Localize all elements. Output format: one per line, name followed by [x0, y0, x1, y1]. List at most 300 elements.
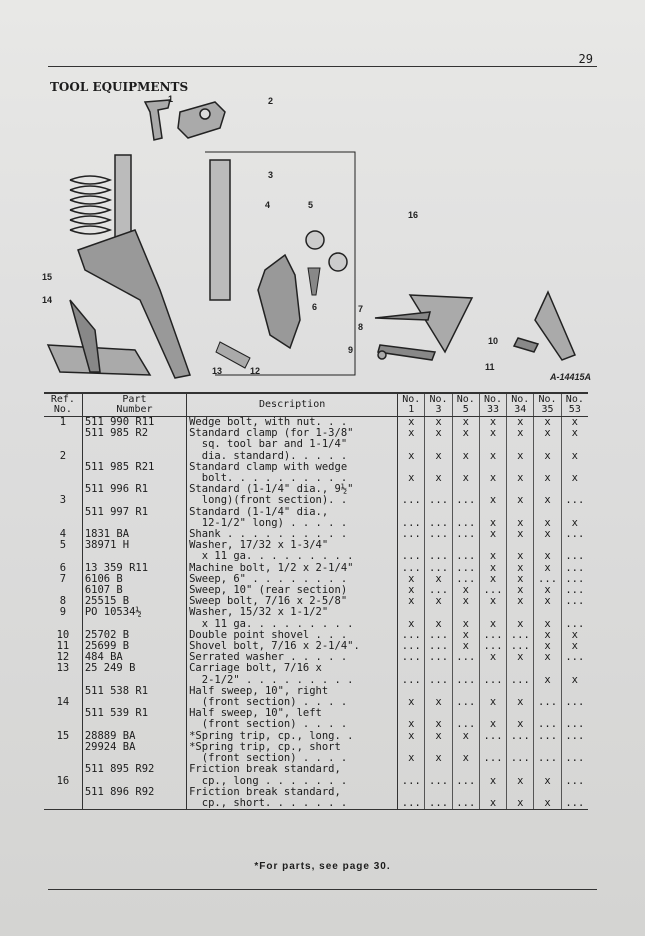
svg-text:4: 4 [265, 200, 271, 210]
standard-box [205, 152, 355, 375]
model-usage-cell: ... [425, 675, 452, 686]
model-usage-cell: x [425, 428, 452, 439]
model-usage-cell: x [534, 417, 561, 429]
svg-text:6: 6 [312, 302, 318, 312]
ref-no-cell: 9 [44, 607, 82, 618]
part-number-cell [82, 719, 186, 730]
sweep-drawing [375, 295, 472, 360]
model-usage-cell: x [534, 585, 561, 596]
model-usage-cell: ... [452, 675, 479, 686]
model-usage-cell [452, 764, 479, 775]
model-usage-cell: x [507, 596, 534, 607]
model-usage-cell: x [571, 673, 578, 686]
model-usage-cell: x [507, 776, 534, 787]
model-usage-cell: ... [565, 752, 585, 765]
model-usage-cell [561, 439, 588, 450]
part-number-cell: 13 359 R11 [82, 563, 186, 574]
model-usage-cell: ... [534, 697, 561, 708]
model-usage-cell: x [425, 473, 452, 484]
model-usage-cell: x [571, 416, 578, 428]
model-usage-cell [534, 607, 561, 618]
table-row [44, 764, 588, 775]
model-usage-cell: ... [425, 585, 452, 596]
model-usage-cell: ... [452, 776, 479, 787]
ref-no-cell [44, 787, 82, 798]
model-usage-cell: ... [565, 584, 585, 597]
model-usage-cell: ... [398, 630, 425, 641]
svg-text:2: 2 [268, 96, 274, 106]
model-usage-cell: ... [398, 551, 425, 562]
model-usage-cell: x [534, 641, 561, 652]
model-usage-cell: x [452, 451, 479, 462]
model-usage-cell: x [534, 596, 561, 607]
ref-no-cell [44, 462, 82, 473]
part-number-cell: 1831 BA [82, 529, 186, 540]
model-usage-cell: x [479, 697, 506, 708]
model-usage-cell [479, 607, 506, 618]
description-cell: *Spring trip, cp., long. . [187, 731, 398, 742]
header-model-34: No. 34 [507, 393, 534, 417]
model-usage-cell: x [425, 697, 452, 708]
model-usage-cell [398, 764, 425, 775]
svg-text:11: 11 [485, 362, 495, 372]
part-number-cell: 511 985 R21 [82, 462, 186, 473]
ref-no-cell [44, 473, 82, 484]
description-cell: Sweep bolt, 7/16 x 2-5/8" [187, 596, 398, 607]
model-usage-cell: x [425, 731, 452, 742]
model-usage-cell: x [479, 798, 506, 810]
model-usage-cell: x [479, 495, 506, 506]
ref-no-cell: 12 [44, 652, 82, 663]
page-number: 29 [578, 52, 593, 66]
model-usage-cell: x [452, 585, 479, 596]
model-usage-cell: x [398, 731, 425, 742]
model-usage-cell: x [398, 719, 425, 730]
svg-text:16: 16 [408, 210, 419, 220]
svg-text:15: 15 [42, 272, 53, 282]
model-usage-cell: ... [565, 617, 585, 630]
model-usage-cell: ... [425, 518, 452, 529]
model-usage-cell: x [534, 451, 561, 462]
description-cell: bolt. . . . . . . . . . [187, 473, 398, 484]
model-usage-cell: x [534, 630, 561, 641]
model-usage-cell: x [534, 563, 561, 574]
part-number-cell: 25 249 B [82, 663, 186, 674]
header-part-number: Part Number [82, 393, 186, 417]
model-usage-cell: ... [398, 518, 425, 529]
model-usage-cell: ... [452, 719, 479, 730]
model-usage-cell [534, 764, 561, 775]
part-number-cell: 6106 B [82, 574, 186, 585]
model-usage-cell: x [425, 451, 452, 462]
svg-text:12: 12 [250, 366, 261, 376]
model-usage-cell: x [398, 428, 425, 439]
model-usage-cell: ... [479, 731, 506, 742]
description-cell: dia. standard). . . . . [187, 451, 398, 462]
model-usage-cell: ... [452, 529, 479, 540]
table-row [44, 495, 588, 506]
model-usage-cell: ... [534, 574, 561, 585]
model-usage-cell: x [398, 574, 425, 585]
ref-no-cell: 7 [44, 574, 82, 585]
model-usage-cell: ... [507, 675, 534, 686]
model-usage-cell: x [452, 473, 479, 484]
model-usage-cell [398, 607, 425, 618]
model-usage-cell [479, 439, 506, 450]
model-usage-cell: x [452, 753, 479, 764]
description-cell: Carriage bolt, 7/16 x [187, 663, 398, 674]
table-row [44, 719, 588, 730]
model-usage-cell [398, 663, 425, 674]
description-cell: Serrated washer . . . . . [187, 652, 398, 663]
model-usage-cell: ... [565, 528, 585, 541]
model-usage-cell: x [452, 428, 479, 439]
model-usage-cell: ... [479, 641, 506, 652]
model-usage-cell [452, 439, 479, 450]
ref-no-cell [44, 742, 82, 753]
model-usage-cell: x [398, 619, 425, 630]
model-usage-cell: x [452, 619, 479, 630]
model-usage-cell [425, 663, 452, 674]
model-usage-cell: x [534, 428, 561, 439]
model-usage-cell: ... [507, 753, 534, 764]
model-usage-cell [534, 439, 561, 450]
model-usage-cell: x [479, 652, 506, 663]
model-usage-cell: ... [398, 495, 425, 506]
model-usage-cell [398, 439, 425, 450]
parts-illustration [40, 90, 600, 390]
model-usage-cell: ... [398, 563, 425, 574]
description-cell: Standard clamp with wedge [187, 462, 398, 473]
ref-no-cell [44, 753, 82, 764]
model-usage-cell: x [507, 451, 534, 462]
description-cell: Shovel bolt, 7/16 x 2-1/4". [187, 641, 398, 652]
model-usage-cell: x [507, 697, 534, 708]
ref-no-cell: 8 [44, 596, 82, 607]
model-usage-cell: x [452, 417, 479, 429]
description-cell: 2-1/2" . . . . . . . . . [187, 675, 398, 686]
model-usage-cell: x [534, 798, 561, 810]
model-usage-cell: x [425, 719, 452, 730]
model-usage-cell [425, 439, 452, 450]
ref-no-cell [44, 507, 82, 518]
model-usage-cell: x [534, 619, 561, 630]
model-usage-cell: x [452, 596, 479, 607]
spring-trip-drawing [48, 155, 190, 378]
model-usage-cell: ... [425, 798, 452, 810]
ref-no-cell [44, 764, 82, 775]
part-number-cell [82, 439, 186, 450]
model-usage-cell: ... [565, 696, 585, 709]
top-rule [48, 66, 597, 67]
model-usage-cell: ... [398, 798, 425, 810]
model-usage-cell: x [534, 518, 561, 529]
ref-no-cell [44, 719, 82, 730]
model-usage-cell: x [479, 563, 506, 574]
part-number-cell: 511 997 R1 [82, 507, 186, 518]
model-usage-cell: ... [425, 630, 452, 641]
ref-no-cell: 16 [44, 776, 82, 787]
model-usage-cell: x [507, 428, 534, 439]
model-usage-cell: ... [452, 798, 479, 810]
part-number-cell: 484 BA [82, 652, 186, 663]
description-cell: Half sweep, 10", right [187, 686, 398, 697]
model-usage-cell [425, 764, 452, 775]
ref-no-cell: 6 [44, 563, 82, 574]
model-usage-cell: ... [452, 551, 479, 562]
part-number-cell: 6107 B [82, 585, 186, 596]
model-usage-cell: x [534, 473, 561, 484]
model-usage-cell: x [398, 451, 425, 462]
description-cell: Washer, 15/32 x 1-1/2" [187, 607, 398, 618]
model-usage-cell: ... [398, 776, 425, 787]
table-header-row [44, 393, 588, 417]
ref-no-cell [44, 675, 82, 686]
model-usage-cell: ... [565, 729, 585, 742]
part-number-cell: PO 10534½ [82, 607, 186, 618]
description-cell: Shank . . . . . . . . . . [187, 529, 398, 540]
model-usage-cell [534, 663, 561, 674]
model-usage-cell: x [534, 652, 561, 663]
model-usage-cell: x [479, 518, 506, 529]
ref-no-cell: 14 [44, 697, 82, 708]
model-usage-cell [507, 607, 534, 618]
svg-text:8: 8 [358, 322, 364, 332]
model-usage-cell: x [571, 427, 578, 440]
ref-no-cell: 13 [44, 663, 82, 674]
svg-text:14: 14 [42, 295, 53, 305]
table-row [44, 663, 588, 674]
clamp-drawing [145, 100, 225, 140]
model-usage-cell: x [398, 473, 425, 484]
model-usage-cell: x [479, 551, 506, 562]
description-cell: Friction break standard, [187, 787, 398, 798]
model-usage-cell: x [507, 574, 534, 585]
model-usage-cell: x [452, 630, 479, 641]
model-usage-cell [561, 607, 588, 618]
model-usage-cell [507, 764, 534, 775]
model-usage-cell: x [398, 596, 425, 607]
model-usage-cell: ... [425, 495, 452, 506]
description-cell: x 11 ga. . . . . . . . . [187, 619, 398, 630]
model-usage-cell [561, 663, 588, 674]
model-usage-cell: ... [479, 585, 506, 596]
model-usage-cell [452, 663, 479, 674]
description-cell: *Spring trip, cp., short [187, 742, 398, 753]
model-usage-cell: ... [507, 731, 534, 742]
model-usage-cell: ... [479, 630, 506, 641]
model-usage-cell: x [507, 719, 534, 730]
description-cell: long)(front section). . [187, 495, 398, 506]
part-number-cell [82, 495, 186, 506]
model-usage-cell: x [398, 697, 425, 708]
ref-no-cell: 3 [44, 495, 82, 506]
model-usage-cell: ... [425, 641, 452, 652]
model-usage-cell: ... [479, 675, 506, 686]
description-cell: Machine bolt, 1/2 x 2-1/4" [187, 563, 398, 574]
part-number-cell: 511 985 R2 [82, 428, 186, 439]
description-cell: Standard clamp (for 1-3/8" [187, 428, 398, 439]
header-description: Description [187, 393, 398, 417]
description-cell: Sweep, 6" . . . . . . . . [187, 574, 398, 585]
description-cell: Friction break standard, [187, 764, 398, 775]
parts-table-body [44, 417, 588, 810]
description-cell: x 11 ga. . . . . . . . . [187, 551, 398, 562]
model-usage-cell: x [479, 417, 506, 429]
model-usage-cell: x [507, 798, 534, 810]
model-usage-cell: x [571, 516, 578, 529]
svg-text:10: 10 [488, 336, 499, 346]
model-usage-cell: x [507, 619, 534, 630]
description-cell: sq. tool bar and 1-1/4" [187, 439, 398, 450]
model-usage-cell: x [479, 451, 506, 462]
ref-no-cell [44, 551, 82, 562]
ref-no-cell: 5 [44, 540, 82, 551]
description-cell: (front section) . . . . [187, 719, 398, 730]
model-usage-cell: ... [565, 561, 585, 574]
model-usage-cell: ... [534, 719, 561, 730]
model-usage-cell: x [507, 563, 534, 574]
model-usage-cell: x [479, 473, 506, 484]
model-usage-cell: ... [398, 675, 425, 686]
model-usage-cell: ... [565, 550, 585, 563]
header-model-33: No. 33 [479, 393, 506, 417]
description-cell: (front section) . . . . [187, 753, 398, 764]
model-usage-cell: x [571, 449, 578, 462]
header-model-35: No. 35 [534, 393, 561, 417]
model-usage-cell: ... [561, 798, 588, 810]
model-usage-cell: x [507, 495, 534, 506]
header-model-1: No. 1 [398, 393, 425, 417]
model-usage-cell: ... [398, 641, 425, 652]
model-usage-cell: ... [565, 651, 585, 664]
model-usage-cell: ... [398, 529, 425, 540]
description-cell: Double point shovel . . . [187, 630, 398, 641]
model-usage-cell: ... [452, 563, 479, 574]
table-row [44, 798, 588, 810]
description-cell: (front section) . . . . [187, 697, 398, 708]
model-usage-cell: x [425, 596, 452, 607]
model-usage-cell [479, 764, 506, 775]
ref-no-cell: 11 [44, 641, 82, 652]
model-usage-cell: ... [534, 731, 561, 742]
model-usage-cell [507, 663, 534, 674]
svg-text:7: 7 [358, 304, 364, 314]
model-usage-cell: x [507, 473, 534, 484]
model-usage-cell: x [425, 619, 452, 630]
footnote: *For parts, see page 30. [254, 861, 391, 872]
ref-no-cell: 15 [44, 731, 82, 742]
svg-text:3: 3 [268, 170, 274, 180]
model-usage-cell: x [571, 640, 578, 653]
model-usage-cell: ... [452, 518, 479, 529]
part-number-cell [82, 798, 186, 810]
model-usage-cell: x [571, 628, 578, 641]
model-usage-cell: x [534, 776, 561, 787]
ref-no-cell [44, 708, 82, 719]
section-title: TOOL EQUIPMENTS [50, 80, 189, 94]
model-usage-cell: x [507, 529, 534, 540]
model-usage-cell: ... [452, 652, 479, 663]
model-usage-cell: ... [452, 697, 479, 708]
model-usage-cell: ... [479, 753, 506, 764]
description-cell: Wedge bolt, with nut. . . [187, 417, 398, 429]
model-usage-cell: ... [565, 494, 585, 507]
model-usage-cell: ... [425, 551, 452, 562]
model-usage-cell: ... [565, 774, 585, 787]
description-cell: Sweep, 10" (rear section) [187, 585, 398, 596]
ref-no-cell [44, 428, 82, 439]
model-usage-cell: x [425, 574, 452, 585]
part-number-cell: 511 996 R1 [82, 484, 186, 495]
model-usage-cell: ... [452, 495, 479, 506]
part-number-cell: 28889 BA [82, 731, 186, 742]
model-usage-cell: ... [565, 718, 585, 731]
ref-no-cell: 4 [44, 529, 82, 540]
part-number-cell: 511 539 R1 [82, 708, 186, 719]
model-usage-cell: x [479, 719, 506, 730]
model-usage-cell [479, 663, 506, 674]
model-usage-cell [507, 439, 534, 450]
model-usage-cell: x [507, 652, 534, 663]
part-number-cell: 511 896 R92 [82, 787, 186, 798]
ref-no-cell [44, 439, 82, 450]
model-usage-cell: x [479, 574, 506, 585]
description-cell: 12-1/2" long) . . . . . [187, 518, 398, 529]
description-cell: Standard (1-1/4" dia., 9½" [187, 484, 398, 495]
part-number-cell: 511 895 R92 [82, 764, 186, 775]
parts-table [44, 392, 588, 810]
model-usage-cell: x [479, 596, 506, 607]
model-usage-cell: x [507, 551, 534, 562]
header-model-3: No. 3 [425, 393, 452, 417]
model-usage-cell: x [534, 529, 561, 540]
ref-no-cell [44, 798, 82, 810]
model-usage-cell: x [507, 417, 534, 429]
model-usage-cell: ... [452, 574, 479, 585]
bottom-rule [48, 889, 597, 890]
description-cell: cp., long . . . . . . . [187, 776, 398, 787]
model-usage-cell: ... [425, 652, 452, 663]
svg-text:9: 9 [348, 345, 354, 355]
model-usage-cell: x [534, 551, 561, 562]
part-number-cell: 38971 H [82, 540, 186, 551]
model-usage-cell: x [425, 417, 452, 429]
model-usage-cell: x [507, 585, 534, 596]
table-row [44, 551, 588, 562]
model-usage-cell [452, 607, 479, 618]
svg-text:13: 13 [212, 366, 223, 376]
part-number-cell: 25702 B [82, 630, 186, 641]
svg-text:A-14415A: A-14415A [550, 372, 592, 382]
model-usage-cell: ... [507, 641, 534, 652]
header-ref-no: Ref. No. [44, 393, 82, 417]
model-usage-cell: ... [534, 753, 561, 764]
model-usage-cell: x [534, 675, 561, 686]
model-usage-cell: x [398, 585, 425, 596]
svg-text:1: 1 [168, 94, 174, 104]
model-usage-cell: x [571, 472, 578, 485]
model-usage-cell: x [398, 753, 425, 764]
ref-no-cell: 10 [44, 630, 82, 641]
description-cell: Washer, 17/32 x 1-3/4" [187, 540, 398, 551]
part-number-cell: 25515 B [82, 596, 186, 607]
model-usage-cell: x [507, 518, 534, 529]
model-usage-cell: x [534, 495, 561, 506]
shovel-drawing [514, 292, 575, 360]
model-usage-cell [561, 764, 588, 775]
header-model-5: No. 5 [452, 393, 479, 417]
